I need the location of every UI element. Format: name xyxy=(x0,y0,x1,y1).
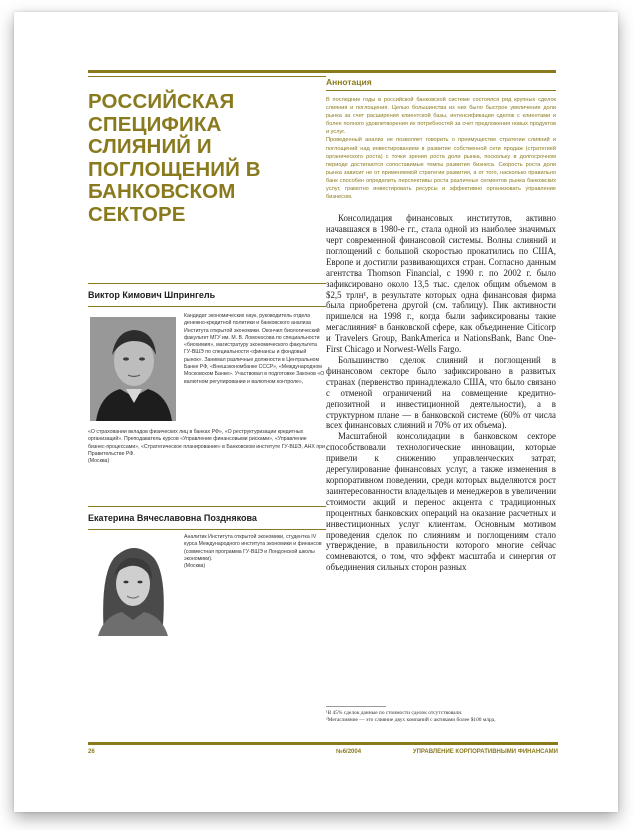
article-title: РОССИЙСКАЯ СПЕЦИФИКА СЛИЯНИЙ И ПОГЛОЩЕНИЙ В БАНКОВСКОМ СЕКТОРЕ xyxy=(88,90,261,226)
author-1-city: (Москва) xyxy=(88,458,110,465)
footnote-2: ²Мегаслияние — это слияние двух компаний с активами более $100 млрд. xyxy=(326,717,496,724)
annotation-heading-rule xyxy=(326,90,556,91)
article-body xyxy=(326,213,556,573)
title-top-rule-thin xyxy=(88,76,326,77)
annotation-paragraph-2: Проведенный анализ не позволяет говорить о преимуществе стратегии слияний и поглощений над инвестированием в развитие собственной сети продаж (стратегией органического роста) с точки зрения роста доли рынка, поскольку в долгосрочном периоде достигаются сопоставимые темпы развития бизнеса. Скорость роста доли рынка зависит не от применяемой стратегии развития, а от того, насколько правильно банк способен определить перспективы роста различных сегментов рынка банковских услуг, грамотно инвестировать ресурсы и эффективно организовать управление бизнесом. xyxy=(326,137,556,201)
author-1-bio-side: Кандидат экономических наук, руководитель отдела денежно-кредитной политики и банковского анализа Института открытой экономики. Окончил биологический факультет МГУ им. М. В. Ломоносова по специальности «биохимия», магистратуру экономического факультета ГУ-ВШЭ по специальности «финансы и фондовый рынок». Занимал различные должности в Центральном Банке РФ, «Внешэкономбанке СССР», «Международном Московском Банке». Участвовал в подготовке Законов «О валютном регулировании и валютном контроле», xyxy=(184,313,325,385)
author-2-bio-text: Аналитик Института открытой экономики, студентка IV курса Международного института экономики и финансов (совместная программа ГУ-ВШЭ и Лондонской школы экономики). xyxy=(184,534,322,562)
author-block-1 xyxy=(88,283,326,465)
footnote-rule xyxy=(326,706,386,707)
page-footer xyxy=(88,742,558,755)
author-2-bio xyxy=(184,534,326,570)
author-2-name: Екатерина Вячеславовна Позднякова xyxy=(88,513,257,523)
author-2-photo xyxy=(90,536,176,636)
footnote-1: ¹В 45% сделок данные по стоимости сделок отсутствовали. xyxy=(326,710,463,716)
issue-number: №6/2004 xyxy=(336,749,362,755)
page xyxy=(14,12,618,812)
author-1-rule-top xyxy=(88,283,326,284)
author-block-2 xyxy=(88,506,326,570)
annotation-heading: Аннотация xyxy=(326,77,372,87)
annotation-text xyxy=(326,96,556,201)
footer-row xyxy=(88,749,558,755)
footer-rule xyxy=(88,742,558,745)
annotation-top-rule xyxy=(326,70,556,73)
author-1-bio-full xyxy=(88,429,326,465)
author-1-photo xyxy=(90,317,176,421)
author-1-name: Виктор Кимович Шпрингель xyxy=(88,290,216,300)
author-2-city: (Москва) xyxy=(184,563,206,570)
author-2-rule-top xyxy=(88,506,326,507)
author-2-rule-bottom xyxy=(88,529,326,530)
right-column xyxy=(326,70,556,573)
journal-name: УПРАВЛЕНИЕ КОРПОРАТИВНЫМИ ФИНАНСАМИ xyxy=(412,749,558,755)
left-column xyxy=(88,70,326,570)
body-paragraph-2: Большинство сделок слияний и поглощений в финансовом секторе было зафиксировано в развитых странах (первенство принадлежало США, что было связано с отменой ограничений на совмещение кредитно-депозитной и инвестиционной деятельности), а в структурном плане — в банковской системе (60% от числа всех финансовых слияний и 70% от их объема). xyxy=(326,355,556,431)
footnotes xyxy=(326,706,556,725)
author-1-rule-bottom xyxy=(88,306,326,307)
title-top-rule xyxy=(88,70,326,73)
author-1-bio-continued: «О страховании вкладов физических лиц в банках РФ», «О реструктуризации кредитных организаций». Преподаватель курсов «Управление финансовыми рисками», «Управление бизнес-процессами», «Стратегическое планирование» в Банковском институте ГУ-ВШЭ, АНХ при Правительстве РФ. xyxy=(88,429,325,457)
page-number: 26 xyxy=(88,749,95,755)
body-paragraph-3: Масштабной консолидации в банковском секторе способствовали технологические инновации, которые привели к снижению управленческих затрат, дерегулирование финансовых услуг, а также изменения в корпоративном поведении, среди которых выделяются рост заинтересованности владельцев и менеджеров в увеличении стоимости акций и перенос акцента с традиционных процентных банковских операций на оказание расчетных и инвестиционных услуг клиентам. Основным мотивом проведения сделок по слияниям и поглощениям стало утверждение, в правильности которого многие сейчас сомневаются, о том, что эффект масштаба и синергия от объединения сильных сторон разных xyxy=(326,431,556,573)
annotation-paragraph-1: В последние годы в российской банковской системе состоялся ряд крупных сделок слияния и поглощения. Целью большинства из них было быстрое увеличение доли рынка за счет расширения клиентской базы, интенсификация сделок с клиентами и более полного удовлетворения их потребностей за счет предложения новых продуктов и услуг. xyxy=(326,97,556,136)
body-paragraph-1: Консолидация финансовых институтов, активно начавшаяся в 1980-е гг., стала одной из наиболее значимых черт современной финансовой системы. Волны слияний и поглощений с большой скоростью прокатились по США, Европе и достигли развивающихся стран. Согласно данным агентства Thomson Financial, с 1990 г. по 2002 г. было зафиксировано около 13,5 тыс. сделок общим объемом в $2,5 трлн¹, в результате которых одна финансовая фирма была приобретена другой (см. таблицу). Пик активности пришелся на 1998 г., когда были зафиксированы такие мегаслияния² в банковской сфере, как объединение Citicorp и Travelers Group, BankAmerica и NationsBank, Banc One-First Chicago и Norwest-Wells Fargo. xyxy=(326,213,556,355)
